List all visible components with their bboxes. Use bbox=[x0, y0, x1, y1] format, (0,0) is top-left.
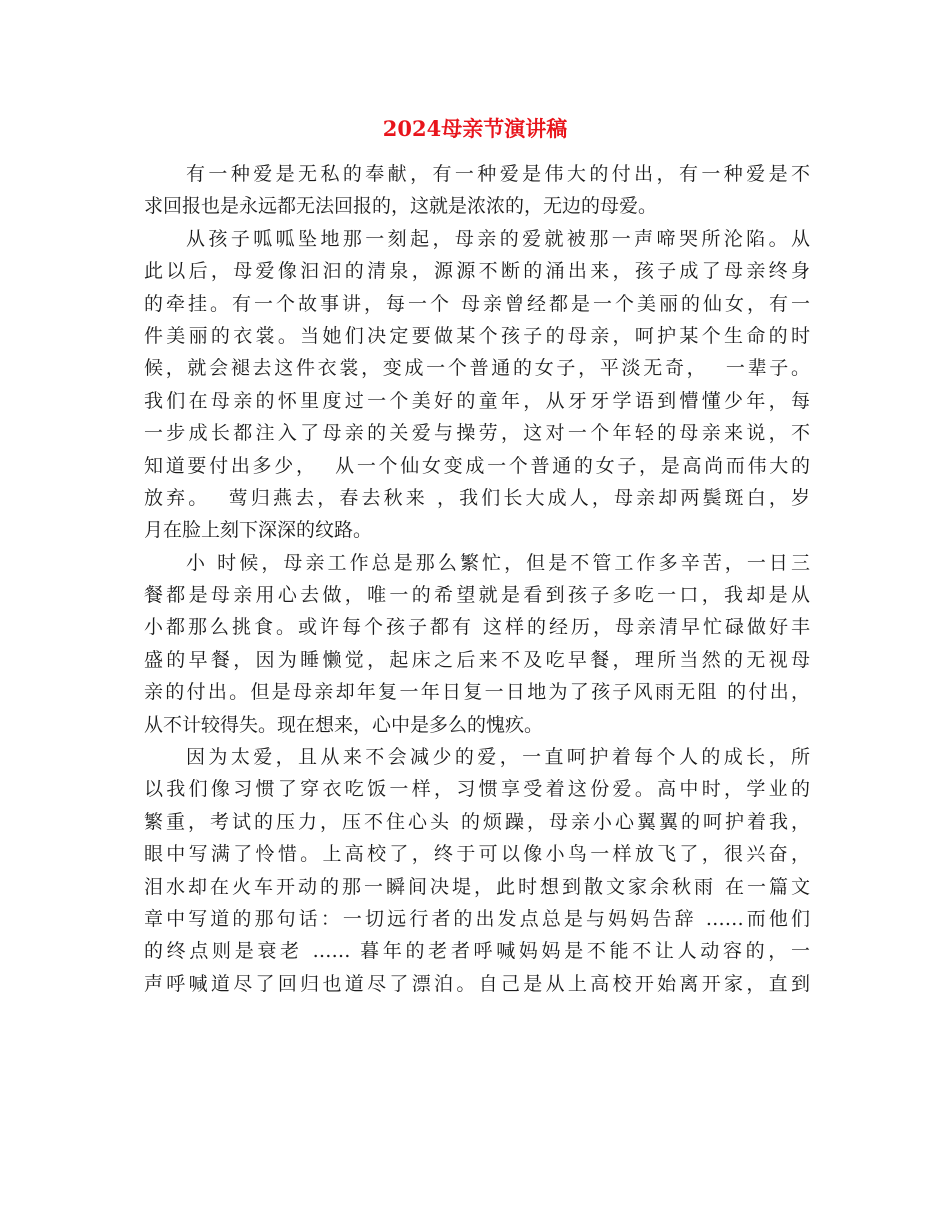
body-line: 一步成长都注入了母亲的关爱与操劳，这对一个年轻的母亲来说，不 bbox=[144, 422, 810, 445]
body-line: 因为太爱，且从来不会减少的爱，一直呵护着每个人的成长，所 bbox=[186, 746, 810, 769]
body-line: 繁重，考试的压力，压不住心头 的烦躁，母亲小心翼翼的呵护着我， bbox=[144, 810, 810, 833]
document-body bbox=[144, 158, 810, 1000]
body-line: 泪水却在火车开动的那一瞬间决堤，此时想到散文家余秋雨 在一篇文 bbox=[144, 875, 810, 898]
body-line: 放弃。 莺归燕去，春去秋来 ，我们长大成人，母亲却两鬓斑白，岁 bbox=[144, 486, 810, 509]
body-line: 知道要付出多少， 从一个仙女变成一个普通的女子，是高尚而伟大的 bbox=[144, 454, 810, 477]
body-line: 求回报也是永远都无法回报的，这就是浓浓的，无边的母爱。 bbox=[144, 195, 658, 218]
body-line: 亲的付出。但是母亲却年复一年日复一日地为了孩子风雨无阻 的付出， bbox=[144, 681, 810, 704]
body-line: 以我们像习惯了穿衣吃饭一样，习惯享受着这份爱。高中时，学业的 bbox=[144, 778, 810, 801]
body-line: 从孩子呱呱坠地那一刻起，母亲的爱就被那一声啼哭所沦陷。从 bbox=[186, 227, 810, 250]
body-line: 的终点则是衰老 …… 暮年的老者呼喊妈妈是不能不让人动容的，一 bbox=[144, 940, 810, 963]
body-line: 我们在母亲的怀里度过一个美好的童年，从牙牙学语到懵懂少年，每 bbox=[144, 389, 810, 412]
body-line: 候，就会褪去这件衣裳，变成一个普通的女子，平淡无奇， 一辈子。 bbox=[144, 357, 810, 380]
body-line: 此以后，母爱像汩汩的清泉，源源不断的涌出来，孩子成了母亲终身 bbox=[144, 260, 810, 283]
body-line: 盛的早餐，因为睡懒觉，起床之后来不及吃早餐，理所当然的无视母 bbox=[144, 648, 810, 671]
body-line: 从不计较得失。现在想来，心中是多么的愧疚。 bbox=[144, 713, 544, 736]
body-line: 声呼喊道尽了回归也道尽了漂泊。自己是从上高校开始离开家，直到 bbox=[144, 972, 810, 995]
body-line: 的牵挂。有一个故事讲，每一个 母亲曾经都是一个美丽的仙女，有一 bbox=[144, 292, 810, 315]
body-line: 餐都是母亲用心去做，唯一的希望就是看到孩子多吃一口，我却是从 bbox=[144, 584, 810, 607]
document-title: 2024母亲节演讲稿 bbox=[382, 116, 568, 141]
body-line: 小都那么挑食。或许每个孩子都有 这样的经历，母亲清早忙碌做好丰 bbox=[144, 616, 810, 639]
body-line: 小 时候，母亲工作总是那么繁忙，但是不管工作多辛苦，一日三 bbox=[186, 551, 810, 574]
body-line: 有一种爱是无私的奉献，有一种爱是伟大的付出，有一种爱是不 bbox=[186, 163, 810, 185]
body-line: 眼中写满了怜惜。上高校了，终于可以像小鸟一样放飞了，很兴奋， bbox=[144, 843, 810, 866]
body-line: 章中写道的那句话：一切远行者的出发点总是与妈妈告辞 ……而他们 bbox=[144, 907, 810, 930]
body-line: 件美丽的衣裳。当她们决定要做某个孩子的母亲，呵护某个生命的时 bbox=[144, 324, 810, 347]
body-line: 月在脸上刻下深深的纹路。 bbox=[144, 519, 373, 542]
